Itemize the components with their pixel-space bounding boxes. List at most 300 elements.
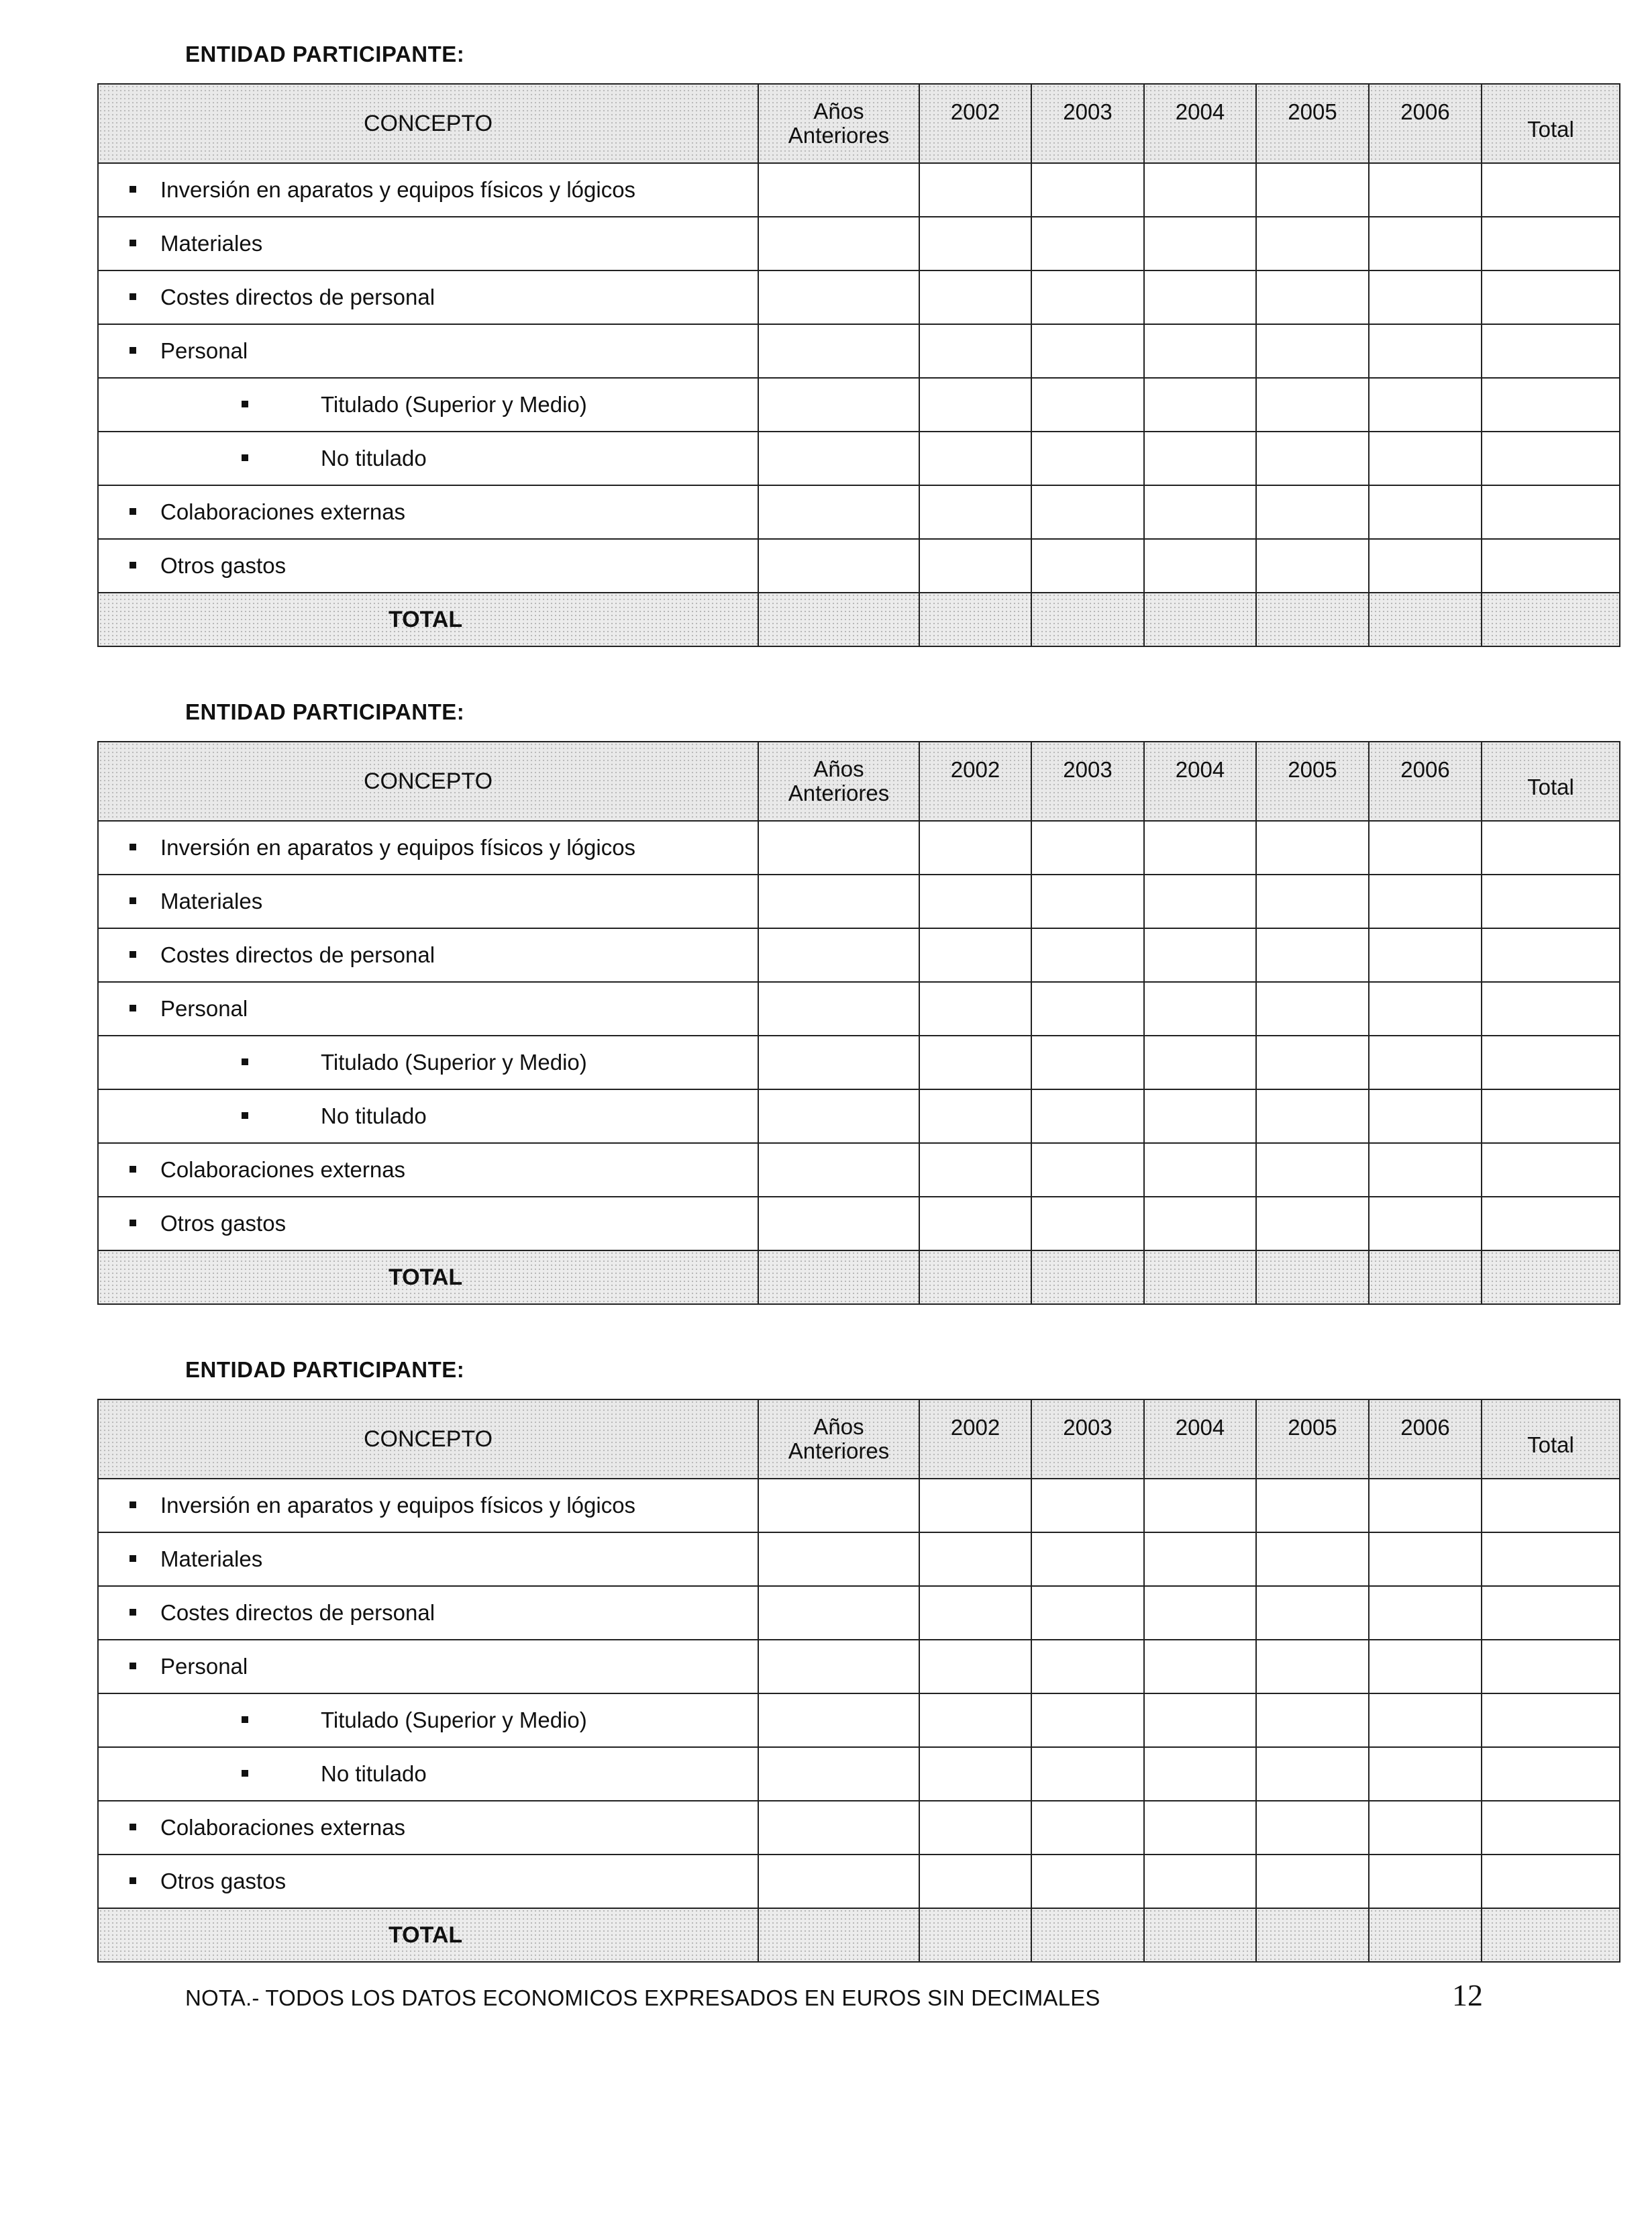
amount-cell[interactable] <box>919 1479 1031 1532</box>
amount-cell[interactable] <box>1482 432 1620 485</box>
header-total: Total <box>1482 742 1620 821</box>
amount-cell[interactable] <box>919 1747 1031 1801</box>
amount-cell[interactable] <box>1369 1855 1482 1908</box>
bullet-icon <box>130 1555 136 1562</box>
amount-cell[interactable] <box>1482 1586 1620 1640</box>
amount-cell[interactable] <box>1031 1693 1144 1747</box>
total-amount-cell[interactable] <box>1031 1908 1144 1962</box>
amount-cell[interactable] <box>919 539 1031 593</box>
amount-cell[interactable] <box>1031 1089 1144 1143</box>
bullet-icon <box>130 1005 136 1011</box>
header-row <box>98 742 1620 821</box>
amount-cell[interactable] <box>1031 928 1144 982</box>
total-amount-cell[interactable] <box>919 593 1031 646</box>
amount-cell[interactable] <box>1256 1801 1369 1855</box>
amount-cell[interactable] <box>1144 163 1256 217</box>
total-amount-cell[interactable] <box>1482 1908 1620 1962</box>
row-label-text: Materiales <box>160 1546 263 1571</box>
table-row <box>98 1143 1620 1197</box>
amount-cell[interactable] <box>758 1586 919 1640</box>
total-amount-cell[interactable] <box>1144 1250 1256 1304</box>
amount-cell[interactable] <box>1031 1855 1144 1908</box>
amount-cell[interactable] <box>1144 432 1256 485</box>
amount-cell[interactable] <box>1144 324 1256 378</box>
total-amount-cell[interactable] <box>1031 1250 1144 1304</box>
total-label: TOTAL <box>98 593 758 646</box>
amount-cell[interactable] <box>919 1089 1031 1143</box>
amount-cell[interactable] <box>1256 875 1369 928</box>
bullet-icon <box>130 1824 136 1830</box>
table-row <box>98 928 1620 982</box>
amount-cell[interactable] <box>1256 432 1369 485</box>
bullet-icon <box>130 508 136 515</box>
amount-cell[interactable] <box>1369 1532 1482 1586</box>
amount-cell[interactable] <box>919 324 1031 378</box>
amount-cell[interactable] <box>919 270 1031 324</box>
amount-cell[interactable] <box>1256 982 1369 1036</box>
amount-cell[interactable] <box>1144 928 1256 982</box>
amount-cell[interactable] <box>1144 539 1256 593</box>
amount-cell[interactable] <box>1369 1801 1482 1855</box>
amount-cell[interactable] <box>1256 485 1369 539</box>
amount-cell[interactable] <box>1256 217 1369 270</box>
amount-cell[interactable] <box>1144 1089 1256 1143</box>
amount-cell[interactable] <box>758 982 919 1036</box>
table-row <box>98 1036 1620 1089</box>
amount-cell[interactable] <box>919 1640 1031 1693</box>
row-label-text: No titulado <box>321 446 427 471</box>
amount-cell[interactable] <box>758 821 919 875</box>
table-row <box>98 1479 1620 1532</box>
amount-cell[interactable] <box>758 1693 919 1747</box>
amount-cell[interactable] <box>1144 270 1256 324</box>
row-label-costes-directos <box>98 270 758 324</box>
row-label-materiales <box>98 1532 758 1586</box>
amount-cell[interactable] <box>919 163 1031 217</box>
amount-cell[interactable] <box>1256 539 1369 593</box>
bullet-icon <box>130 1501 136 1508</box>
amount-cell[interactable] <box>1144 217 1256 270</box>
row-label-text: Titulado (Superior y Medio) <box>321 1050 587 1075</box>
amount-cell[interactable] <box>1482 1855 1620 1908</box>
row-label-text: Colaboraciones externas <box>160 499 406 524</box>
amount-cell[interactable] <box>1256 821 1369 875</box>
amount-cell[interactable] <box>1144 1532 1256 1586</box>
amount-cell[interactable] <box>1031 217 1144 270</box>
amount-cell[interactable] <box>1482 1532 1620 1586</box>
amount-cell[interactable] <box>1031 1197 1144 1250</box>
amount-cell[interactable] <box>1031 1479 1144 1532</box>
table-row <box>98 1640 1620 1693</box>
bullet-icon <box>242 401 248 407</box>
header-year-2004: 2004 <box>1144 1399 1256 1479</box>
total-amount-cell[interactable] <box>1369 1908 1482 1962</box>
amount-cell[interactable] <box>1031 1036 1144 1089</box>
row-label-inversion <box>98 821 758 875</box>
total-amount-cell[interactable] <box>1144 593 1256 646</box>
row-label-otros-gastos <box>98 1855 758 1908</box>
bullet-icon <box>130 186 136 193</box>
amount-cell[interactable] <box>1144 1855 1256 1908</box>
amount-cell[interactable] <box>1369 378 1482 432</box>
amount-cell[interactable] <box>758 432 919 485</box>
amount-cell[interactable] <box>1144 982 1256 1036</box>
amount-cell[interactable] <box>1369 485 1482 539</box>
header-year-2002: 2002 <box>919 1399 1031 1479</box>
amount-cell[interactable] <box>1482 875 1620 928</box>
table-row <box>98 270 1620 324</box>
amount-cell[interactable] <box>758 485 919 539</box>
amount-cell[interactable] <box>1031 485 1144 539</box>
table-row <box>98 324 1620 378</box>
amount-cell[interactable] <box>1256 1586 1369 1640</box>
amount-cell[interactable] <box>919 875 1031 928</box>
amount-cell[interactable] <box>1482 1640 1620 1693</box>
amount-cell[interactable] <box>1256 1693 1369 1747</box>
amount-cell[interactable] <box>1144 821 1256 875</box>
bullet-icon <box>130 562 136 569</box>
amount-cell[interactable] <box>1256 270 1369 324</box>
amount-cell[interactable] <box>1144 1640 1256 1693</box>
amount-cell[interactable] <box>1482 982 1620 1036</box>
row-label-personal <box>98 1640 758 1693</box>
amount-cell[interactable] <box>919 1197 1031 1250</box>
total-amount-cell[interactable] <box>1482 1250 1620 1304</box>
amount-cell[interactable] <box>1031 1586 1144 1640</box>
amount-cell[interactable] <box>1256 1640 1369 1693</box>
amount-cell[interactable] <box>1144 1693 1256 1747</box>
amount-cell[interactable] <box>758 270 919 324</box>
header-anos-line1: Años <box>813 756 864 781</box>
amount-cell[interactable] <box>1369 432 1482 485</box>
amount-cell[interactable] <box>1256 1855 1369 1908</box>
bullet-icon <box>130 844 136 850</box>
amount-cell[interactable] <box>1482 324 1620 378</box>
row-label-no-titulado <box>98 1089 758 1143</box>
row-label-inversion <box>98 163 758 217</box>
amount-cell[interactable] <box>919 1693 1031 1747</box>
total-amount-cell[interactable] <box>1256 593 1369 646</box>
amount-cell[interactable] <box>1256 1479 1369 1532</box>
amount-cell[interactable] <box>1144 1197 1256 1250</box>
total-amount-cell[interactable] <box>1144 1908 1256 1962</box>
bullet-icon <box>130 1220 136 1226</box>
amount-cell[interactable] <box>758 1143 919 1197</box>
amount-cell[interactable] <box>1369 163 1482 217</box>
amount-cell[interactable] <box>1256 1747 1369 1801</box>
bullet-icon <box>130 1663 136 1669</box>
total-label: TOTAL <box>98 1250 758 1304</box>
header-year-2005: 2005 <box>1256 742 1369 821</box>
amount-cell[interactable] <box>1031 821 1144 875</box>
amount-cell[interactable] <box>1369 1693 1482 1747</box>
row-label-text: Costes directos de personal <box>160 1600 435 1625</box>
amount-cell[interactable] <box>1369 875 1482 928</box>
amount-cell[interactable] <box>919 821 1031 875</box>
row-label-text: Inversión en aparatos y equipos físicos y lógicos <box>160 1493 636 1518</box>
amount-cell[interactable] <box>1256 928 1369 982</box>
amount-cell[interactable] <box>758 1532 919 1586</box>
amount-cell[interactable] <box>1482 1036 1620 1089</box>
budget-table <box>97 741 1620 1305</box>
header-anos-line2: Anteriores <box>788 781 890 805</box>
amount-cell[interactable] <box>1031 270 1144 324</box>
amount-cell[interactable] <box>1482 1801 1620 1855</box>
amount-cell[interactable] <box>1256 1036 1369 1089</box>
row-label-titulado <box>98 378 758 432</box>
amount-cell[interactable] <box>1482 270 1620 324</box>
header-row <box>98 84 1620 163</box>
total-amount-cell[interactable] <box>1256 1908 1369 1962</box>
amount-cell[interactable] <box>919 1586 1031 1640</box>
total-amount-cell[interactable] <box>758 1908 919 1962</box>
header-anos-anteriores <box>758 742 919 821</box>
table-row <box>98 432 1620 485</box>
amount-cell[interactable] <box>758 378 919 432</box>
header-anos-line2: Anteriores <box>788 123 890 148</box>
amount-cell[interactable] <box>1031 982 1144 1036</box>
total-row <box>98 593 1620 646</box>
total-label: TOTAL <box>98 1908 758 1962</box>
budget-table <box>97 83 1620 647</box>
row-label-text: Materiales <box>160 231 263 256</box>
amount-cell[interactable] <box>1369 1143 1482 1197</box>
amount-cell[interactable] <box>758 539 919 593</box>
row-label-otros-gastos <box>98 539 758 593</box>
table-row <box>98 539 1620 593</box>
amount-cell[interactable] <box>1369 1089 1482 1143</box>
amount-cell[interactable] <box>919 928 1031 982</box>
row-label-inversion <box>98 1479 758 1532</box>
total-amount-cell[interactable] <box>919 1250 1031 1304</box>
total-row <box>98 1250 1620 1304</box>
amount-cell[interactable] <box>1144 1747 1256 1801</box>
total-amount-cell[interactable] <box>1031 593 1144 646</box>
amount-cell[interactable] <box>758 1479 919 1532</box>
row-label-titulado <box>98 1036 758 1089</box>
bullet-icon <box>130 293 136 300</box>
amount-cell[interactable] <box>1369 821 1482 875</box>
header-total: Total <box>1482 1399 1620 1479</box>
amount-cell[interactable] <box>758 163 919 217</box>
header-year-2004: 2004 <box>1144 84 1256 163</box>
amount-cell[interactable] <box>1369 1197 1482 1250</box>
amount-cell[interactable] <box>1369 982 1482 1036</box>
header-year-2003: 2003 <box>1031 84 1144 163</box>
table-row <box>98 875 1620 928</box>
row-label-text: Colaboraciones externas <box>160 1815 406 1840</box>
amount-cell[interactable] <box>1256 163 1369 217</box>
table-row <box>98 821 1620 875</box>
amount-cell[interactable] <box>1482 1479 1620 1532</box>
header-concepto: CONCEPTO <box>98 742 758 821</box>
amount-cell[interactable] <box>1482 1143 1620 1197</box>
bullet-icon <box>242 1112 248 1119</box>
header-total: Total <box>1482 84 1620 163</box>
table-row <box>98 982 1620 1036</box>
amount-cell[interactable] <box>919 432 1031 485</box>
entity-label: ENTIDAD PARTICIPANTE: <box>185 699 465 724</box>
amount-cell[interactable] <box>919 485 1031 539</box>
table-row <box>98 1855 1620 1908</box>
amount-cell[interactable] <box>1482 378 1620 432</box>
amount-cell[interactable] <box>1144 1586 1256 1640</box>
entity-label: ENTIDAD PARTICIPANTE: <box>185 42 465 66</box>
table-row <box>98 1089 1620 1143</box>
amount-cell[interactable] <box>919 1801 1031 1855</box>
amount-cell[interactable] <box>1482 163 1620 217</box>
amount-cell[interactable] <box>1144 1479 1256 1532</box>
amount-cell[interactable] <box>1031 1747 1144 1801</box>
footer-note: NOTA.- TODOS LOS DATOS ECONOMICOS EXPRESADOS EN EUROS SIN DECIMALES <box>185 1985 1100 2010</box>
amount-cell[interactable] <box>1144 1036 1256 1089</box>
amount-cell[interactable] <box>1144 1801 1256 1855</box>
total-amount-cell[interactable] <box>1256 1250 1369 1304</box>
bullet-icon <box>242 1716 248 1723</box>
row-label-costes-directos <box>98 928 758 982</box>
amount-cell[interactable] <box>1369 324 1482 378</box>
header-year-2004: 2004 <box>1144 742 1256 821</box>
amount-cell[interactable] <box>1256 1089 1369 1143</box>
amount-cell[interactable] <box>1482 539 1620 593</box>
amount-cell[interactable] <box>1482 1693 1620 1747</box>
row-label-text: No titulado <box>321 1103 427 1128</box>
amount-cell[interactable] <box>1256 1197 1369 1250</box>
row-label-text: Personal <box>160 996 248 1021</box>
row-label-text: Otros gastos <box>160 553 287 578</box>
header-anos-line1: Años <box>813 99 864 124</box>
amount-cell[interactable] <box>1256 324 1369 378</box>
table-row <box>98 1197 1620 1250</box>
row-label-personal <box>98 324 758 378</box>
entity-label: ENTIDAD PARTICIPANTE: <box>185 1357 465 1382</box>
amount-cell[interactable] <box>758 875 919 928</box>
row-label-text: Personal <box>160 338 248 363</box>
amount-cell[interactable] <box>1144 378 1256 432</box>
amount-cell[interactable] <box>758 1640 919 1693</box>
header-anos-anteriores <box>758 1399 919 1479</box>
amount-cell[interactable] <box>1031 1640 1144 1693</box>
header-year-2006: 2006 <box>1369 1399 1482 1479</box>
amount-cell[interactable] <box>1369 217 1482 270</box>
bullet-icon <box>130 1609 136 1616</box>
amount-cell[interactable] <box>758 324 919 378</box>
amount-cell[interactable] <box>919 1036 1031 1089</box>
amount-cell[interactable] <box>919 217 1031 270</box>
header-anos-line1: Años <box>813 1414 864 1439</box>
amount-cell[interactable] <box>758 928 919 982</box>
amount-cell[interactable] <box>1369 1036 1482 1089</box>
amount-cell[interactable] <box>1256 1143 1369 1197</box>
amount-cell[interactable] <box>758 1855 919 1908</box>
header-year-2005: 2005 <box>1256 84 1369 163</box>
row-label-materiales <box>98 875 758 928</box>
amount-cell[interactable] <box>1031 324 1144 378</box>
amount-cell[interactable] <box>758 1801 919 1855</box>
amount-cell[interactable] <box>1482 1089 1620 1143</box>
amount-cell[interactable] <box>1031 1143 1144 1197</box>
amount-cell[interactable] <box>1369 1747 1482 1801</box>
budget-table <box>97 1399 1620 1963</box>
bullet-icon <box>130 897 136 904</box>
header-concepto: CONCEPTO <box>98 1399 758 1479</box>
amount-cell[interactable] <box>1369 1586 1482 1640</box>
header-row <box>98 1399 1620 1479</box>
amount-cell[interactable] <box>758 1036 919 1089</box>
amount-cell[interactable] <box>1482 1197 1620 1250</box>
table-row <box>98 485 1620 539</box>
amount-cell[interactable] <box>1031 163 1144 217</box>
amount-cell[interactable] <box>919 1532 1031 1586</box>
header-anos-line2: Anteriores <box>788 1438 890 1463</box>
header-year-2006: 2006 <box>1369 742 1482 821</box>
amount-cell[interactable] <box>1144 485 1256 539</box>
bullet-icon <box>130 1166 136 1173</box>
amount-cell[interactable] <box>758 1089 919 1143</box>
amount-cell[interactable] <box>1256 378 1369 432</box>
bullet-icon <box>130 1877 136 1884</box>
row-label-text: Materiales <box>160 889 263 913</box>
amount-cell[interactable] <box>1369 539 1482 593</box>
header-year-2005: 2005 <box>1256 1399 1369 1479</box>
table-row <box>98 163 1620 217</box>
total-amount-cell[interactable] <box>1369 1250 1482 1304</box>
amount-cell[interactable] <box>1031 378 1144 432</box>
bullet-icon <box>242 1058 248 1065</box>
total-amount-cell[interactable] <box>1369 593 1482 646</box>
amount-cell[interactable] <box>1482 1747 1620 1801</box>
amount-cell[interactable] <box>919 1855 1031 1908</box>
amount-cell[interactable] <box>919 982 1031 1036</box>
amount-cell[interactable] <box>1144 1143 1256 1197</box>
row-label-titulado <box>98 1693 758 1747</box>
amount-cell[interactable] <box>919 378 1031 432</box>
total-amount-cell[interactable] <box>758 1250 919 1304</box>
amount-cell[interactable] <box>1482 485 1620 539</box>
amount-cell[interactable] <box>1256 1532 1369 1586</box>
total-amount-cell[interactable] <box>919 1908 1031 1962</box>
amount-cell[interactable] <box>1369 928 1482 982</box>
amount-cell[interactable] <box>758 1747 919 1801</box>
amount-cell[interactable] <box>1031 539 1144 593</box>
header-concepto: CONCEPTO <box>98 84 758 163</box>
amount-cell[interactable] <box>1369 1640 1482 1693</box>
row-label-text: Costes directos de personal <box>160 942 435 967</box>
amount-cell[interactable] <box>1031 1532 1144 1586</box>
row-label-colaboraciones <box>98 485 758 539</box>
table-row <box>98 1693 1620 1747</box>
bullet-icon <box>130 347 136 354</box>
amount-cell[interactable] <box>1482 217 1620 270</box>
table-row <box>98 378 1620 432</box>
total-amount-cell[interactable] <box>758 593 919 646</box>
amount-cell[interactable] <box>1031 875 1144 928</box>
amount-cell[interactable] <box>1369 1479 1482 1532</box>
amount-cell[interactable] <box>758 217 919 270</box>
amount-cell[interactable] <box>1031 1801 1144 1855</box>
header-year-2003: 2003 <box>1031 1399 1144 1479</box>
amount-cell[interactable] <box>1482 928 1620 982</box>
amount-cell[interactable] <box>1482 821 1620 875</box>
amount-cell[interactable] <box>919 1143 1031 1197</box>
row-label-text: Inversión en aparatos y equipos físicos y lógicos <box>160 177 636 202</box>
header-year-2006: 2006 <box>1369 84 1482 163</box>
amount-cell[interactable] <box>758 1197 919 1250</box>
amount-cell[interactable] <box>1369 270 1482 324</box>
amount-cell[interactable] <box>1031 432 1144 485</box>
total-amount-cell[interactable] <box>1482 593 1620 646</box>
amount-cell[interactable] <box>1144 875 1256 928</box>
